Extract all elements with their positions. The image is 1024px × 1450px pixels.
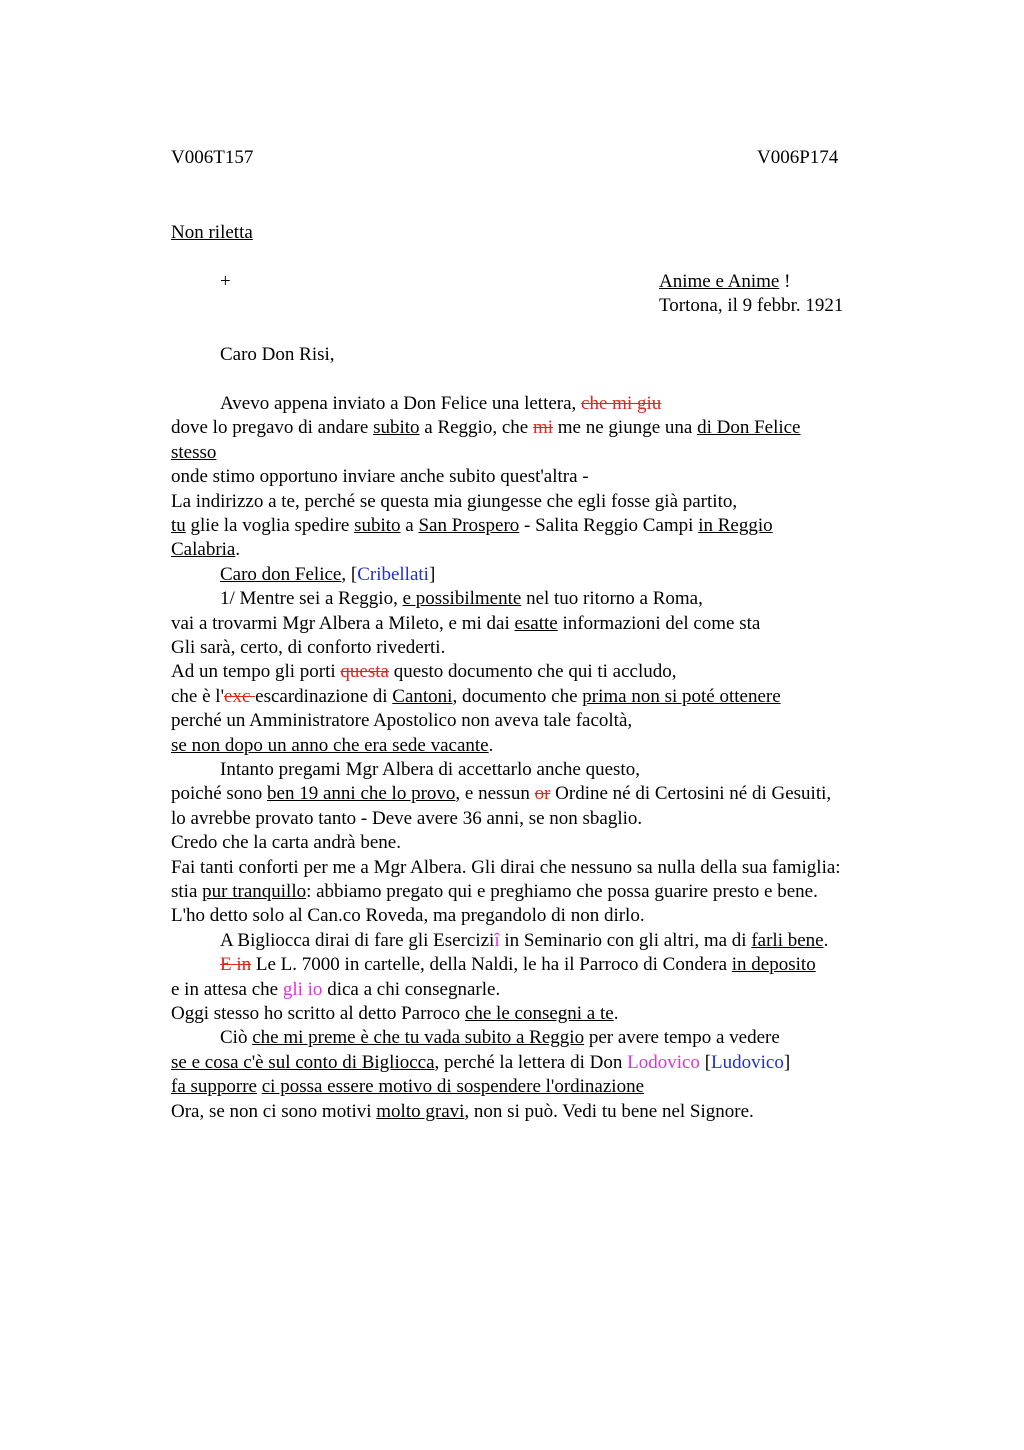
- underlined-text: farli bene: [751, 929, 824, 951]
- text-segment: questo documento che qui ti accludo,: [388, 661, 677, 683]
- text-segment: Ora, se non ci sono motivi: [171, 1100, 377, 1122]
- text-segment: , [: [341, 563, 358, 585]
- letter-line: [171, 490, 737, 514]
- struck-text: or: [534, 783, 551, 805]
- underlined-text: di Don Felice: [697, 417, 801, 439]
- text-segment: Ad un tempo gli porti: [171, 661, 341, 683]
- motto-text: Anime e Anime: [659, 271, 780, 292]
- letter-line: [171, 465, 589, 489]
- underlined-text: tu: [171, 515, 186, 536]
- letter-line: [171, 685, 781, 709]
- text-segment: informazioni del come sta: [557, 612, 761, 634]
- text-segment: Ludovico: [711, 1051, 784, 1073]
- struck-text: mi: [532, 417, 554, 439]
- text-segment: stia: [171, 881, 203, 902]
- underlined-text: ben 19 anni che lo provo: [267, 783, 456, 805]
- text-segment: .: [613, 1003, 619, 1024]
- letter-line: [171, 831, 401, 855]
- letter-line: [171, 880, 818, 904]
- text-segment: escardinazione di: [255, 685, 393, 707]
- text-segment: , non si può. Vedi tu bene nel Signore.: [464, 1100, 754, 1122]
- underlined-text: in Reggio: [698, 515, 773, 536]
- text-segment: Ciò: [220, 1027, 253, 1049]
- letter-line: [220, 563, 435, 587]
- text-segment: ]: [428, 563, 436, 585]
- text-segment: nel tuo ritorno a Roma,: [521, 588, 703, 610]
- text-segment: dove lo pregavo di andare: [171, 417, 374, 439]
- struck-text: questa: [340, 661, 389, 683]
- text-segment: glie la voglia spedire: [185, 515, 355, 536]
- text-segment: Gli sarà, certo, di conforto rivederti.: [171, 637, 446, 658]
- underlined-text: ci possa essere motivo di sospendere l'ordinazione: [261, 1076, 645, 1098]
- text-segment: A Bigliocca dirai di fare gli Esercizi: [220, 929, 495, 951]
- letter-line: [171, 807, 642, 831]
- text-segment: lo avrebbe provato tanto - Deve avere 36 anni, se non sbaglio.: [171, 807, 643, 829]
- text-segment: : abbiamo pregato qui e preghiamo che possa guarire presto e bene.: [306, 881, 818, 902]
- underlined-text: stesso: [171, 441, 217, 463]
- text-segment: dica a chi consegnarle.: [322, 978, 501, 1000]
- reading-note: Non riletta: [171, 222, 253, 243]
- letter-line: [171, 636, 445, 660]
- text-segment: che è l': [171, 685, 225, 707]
- text-segment: per avere tempo a vedere: [584, 1027, 780, 1049]
- text-segment: Avevo appena inviato a Don Felice una lettera,: [220, 393, 582, 414]
- letter-line: [171, 709, 632, 733]
- document-code-left: V006T157: [171, 147, 254, 168]
- underlined-text: fa supporre: [171, 1076, 257, 1098]
- letter-line: [171, 1051, 790, 1075]
- text-segment: Cribellati: [357, 563, 429, 585]
- text-segment: Fai tanti conforti per me a Mgr Albera. Gli dirai che nessuno sa nulla della sua famiglia:: [171, 856, 841, 878]
- text-segment: me ne giunge una: [553, 417, 698, 439]
- letter-line: [171, 441, 216, 465]
- text-segment: ]: [783, 1051, 791, 1073]
- text-segment: Credo che la carta andrà bene.: [171, 832, 401, 854]
- text-segment: , perché la lettera di Don: [434, 1051, 628, 1073]
- underlined-text: che mi preme è che tu vada subito a Reggio: [252, 1027, 585, 1049]
- text-segment: [: [699, 1051, 712, 1073]
- text-segment: 1/ Mentre sei a Reggio,: [220, 588, 403, 610]
- document-code-right: V006P174: [757, 147, 839, 168]
- text-segment: , e nessun: [455, 783, 535, 805]
- text-segment: La indirizzo a te, perché se questa mia giungesse che egli fosse già partito,: [171, 490, 738, 512]
- letter-line: [171, 660, 677, 684]
- letter-line: [171, 538, 240, 562]
- letter-line: [171, 856, 841, 880]
- underlined-text: San Prospero: [418, 515, 520, 536]
- underlined-text: Caro don Felice: [220, 563, 342, 585]
- text-segment: poiché sono: [171, 783, 268, 805]
- text-segment: vai a trovarmi Mgr Albera a Mileto, e mi dai: [171, 612, 515, 634]
- struck-text: che mi giu: [581, 393, 662, 414]
- salutation: Caro Don Risi,: [220, 344, 335, 365]
- underlined-text: Cantoni: [392, 685, 453, 707]
- letter-line: [220, 587, 703, 611]
- letter-line: [220, 953, 816, 977]
- letter-line: [171, 978, 500, 1002]
- underlined-text: subito: [373, 417, 420, 439]
- letter-line: [220, 392, 661, 416]
- letter-line: [171, 514, 773, 538]
- struck-text: exc: [224, 685, 256, 707]
- text-segment: Ordine né di Certosini né di Gesuiti,: [550, 783, 832, 805]
- text-segment: Lodovico: [627, 1051, 700, 1073]
- text-segment: a Reggio, che: [419, 417, 533, 439]
- letter-line: [220, 758, 640, 782]
- text-segment: gli io: [282, 978, 323, 1000]
- text-segment: .: [488, 734, 494, 756]
- place-date: Tortona, il 9 febbr. 1921: [659, 295, 844, 316]
- letter-line: [171, 1002, 618, 1026]
- text-segment: in Seminario con gli altri, ma di: [499, 929, 752, 951]
- underlined-text: prima non si poté ottenere: [582, 685, 781, 707]
- text-segment: Le L. 7000 in cartelle, della Naldi, le ha il Parroco di Condera: [251, 954, 732, 976]
- struck-text: E in: [220, 954, 252, 976]
- underlined-text: molto gravi: [376, 1100, 465, 1122]
- text-segment: , documento che: [452, 685, 583, 707]
- underlined-text: che le consegni a te: [464, 1003, 614, 1024]
- letter-line: [171, 734, 493, 758]
- underlined-text: se non dopo un anno che era sede vacante: [171, 734, 489, 756]
- text-segment: Oggi stesso ho scritto al detto Parroco: [171, 1003, 465, 1024]
- text-segment: L'ho detto solo al Can.co Roveda, ma pregandolo di non dirlo.: [171, 905, 645, 927]
- underlined-text: pur tranquillo: [202, 881, 307, 902]
- letter-line: [171, 416, 801, 440]
- text-segment: - Salita Reggio Campi: [519, 515, 699, 536]
- letter-line: [220, 929, 828, 953]
- letter-line: [171, 904, 645, 928]
- letter-line: [220, 1026, 780, 1050]
- underlined-text: e possibilmente: [402, 588, 522, 610]
- underlined-text: se e cosa c'è sul conto di Bigliocca: [171, 1051, 435, 1073]
- letter-line: [171, 1100, 754, 1124]
- text-segment: î: [494, 929, 500, 951]
- text-segment: e in attesa che: [171, 978, 283, 1000]
- text-segment: Intanto pregami Mgr Albera di accettarlo anche questo,: [220, 759, 640, 780]
- motto: [659, 270, 790, 294]
- cross-symbol: +: [220, 271, 231, 292]
- underlined-text: subito: [354, 515, 401, 536]
- motto-mark: !: [779, 271, 791, 292]
- text-segment: .: [823, 929, 829, 951]
- underlined-text: esatte: [514, 612, 558, 634]
- text-segment: a: [400, 515, 419, 536]
- text-segment: .: [235, 539, 241, 561]
- letter-line: [171, 782, 831, 806]
- text-segment: perché un Amministratore Apostolico non aveva tale facoltà,: [171, 710, 633, 732]
- letter-line: [171, 1075, 644, 1099]
- underlined-text: in deposito: [731, 954, 816, 976]
- underlined-text: Calabria: [171, 539, 236, 561]
- letter-line: [171, 612, 760, 636]
- text-segment: onde stimo opportuno inviare anche subito quest'altra -: [171, 466, 589, 488]
